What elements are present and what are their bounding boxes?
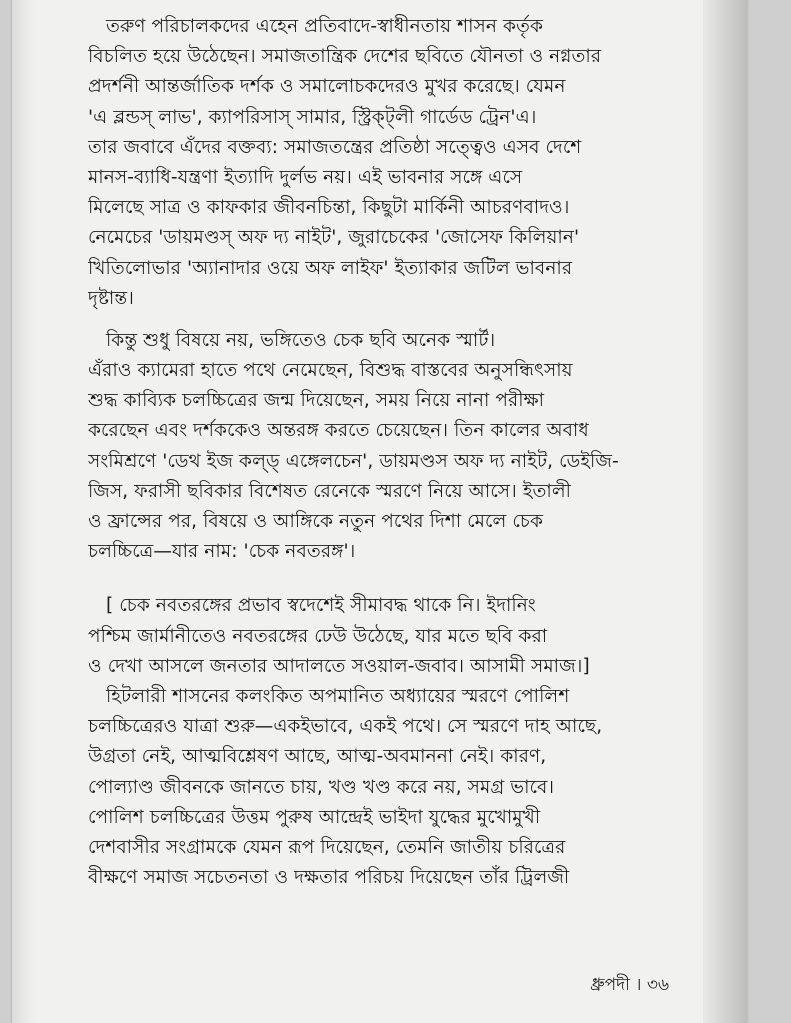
- page-gutter: [12, 0, 34, 1023]
- text-line: কিন্তু শুধু বিষয়ে নয়, ভঙ্গিতেও চেক ছবি অনেক স্মার্ট।: [106, 329, 496, 351]
- text-line: জিস, ফরাসী ছবিকার বিশেষত রেনেকে স্মরণে নিয়ে আসে। ইতালী: [88, 480, 572, 502]
- text-line: মিলেছে সাত্র ও কাফকার জীবনচিন্তা, কিছুটা মার্কিনী আচরণবাদও।: [88, 197, 570, 219]
- text-line: চলচ্চিত্রে—যার নাম: 'চেক নবতরঙ্গ'।: [88, 541, 356, 563]
- paragraph-2: [88, 326, 728, 568]
- text-line: করেছেন এবং দর্শককেও অন্তরঙ্গ করতে চেয়েছেন। তিন কালের অবাধ: [88, 420, 589, 442]
- text-line: দৃষ্টান্ত।: [88, 287, 134, 309]
- text-line: সংমিশ্রণে 'ডেথ ইজ কল্ড্ এঙ্গেলচেন', ডায়মণ্ডস অফ দ্য নাইট, ডেইজি-: [88, 450, 619, 472]
- text-line: প্রদর্শনী আন্তর্জাতিক দর্শক ও সমালোচকদেরও মুখর করেছে। যেমন: [88, 76, 566, 98]
- text-line: পোল্যাণ্ড জীবনকে জানতে চায়, খণ্ড খণ্ড করে নয়, সমগ্র ভাবে।: [88, 776, 555, 798]
- text-line: 'এ ব্লন্ডস্ লাভ', ক্যাপরিসাস্ সামার, স্ট্রিক্ট্লী গার্ডেড ট্রেন'এ।: [88, 106, 537, 128]
- article-body: [88, 12, 728, 893]
- text-line: নেমেচের 'ডায়মণ্ডস্ অফ দ্য নাইট', জুরাচেকের 'জোসেফ কিলিয়ান': [88, 227, 580, 249]
- page-number: ৩৬: [646, 975, 669, 995]
- text-line: ও দেখা আসলে জনতার আদালতে সওয়াল-জবাব। আসামী সমাজ।]: [88, 655, 590, 677]
- paragraph-1: [88, 12, 728, 314]
- text-line: ও ফ্রান্সের পর, বিষয়ে ও আঙ্গিকে নতুন পথের দিশা মেলে চেক: [88, 511, 543, 532]
- text-line: বীক্ষণে সমাজ সচেতনতা ও দক্ষতার পরিচয় দিয়েছেন তাঁর ট্রিলজী: [88, 867, 570, 889]
- text-line: [ চেক নবতরঙ্গের প্রভাব স্বদেশেই সীমাবদ্ধ থাকে নি। ইদানিং: [106, 595, 536, 617]
- paragraph-4: [88, 682, 728, 893]
- text-line: উগ্রতা নেই, আত্মবিশ্লেষণ আছে, আত্ম-অবমাননা নেই। কারণ,: [88, 746, 547, 768]
- paragraph-3-bracketed-note: [88, 591, 728, 682]
- text-line: তরুণ পরিচালকদের এহেন প্রতিবাদে-স্বাধীনতায় শাসন কর্তৃক: [106, 16, 544, 37]
- footer-separator: ।: [635, 975, 642, 995]
- text-line: দেশবাসীর সংগ্রামকে যেমন রূপ দিয়েছেন, তেমনি জাতীয় চরিত্রের: [88, 836, 566, 858]
- text-line: এঁরাও ক্যামেরা হাতে পথে নেমেছেন, বিশুদ্ধ বাস্তবের অনুসন্ধিৎসায়: [88, 360, 573, 382]
- text-line: মানস-ব্যাধি-যন্ত্রণা ইত্যাদি দুর্লভ নয়। এই ভাবনার সঙ্গে এসে: [88, 166, 523, 188]
- text-line: চলচ্চিত্রেরও যাত্রা শুরু—একইভাবে, একই পথে। সে স্মরণে দাহ আছে,: [88, 716, 603, 738]
- text-line: হিটলারী শাসনের কলংকিত অপমানিত অধ্যায়ের স্মরণে পোলিশ: [106, 685, 570, 707]
- text-line: পশ্চিম জার্মানীতেও নবতরঙ্গের ঢেউ উঠেছে, যার মতে ছবি করা: [88, 625, 548, 647]
- text-line: বিচলিত হয়ে উঠেছেন। সমাজতান্ত্রিক দেশের ছবিতে যৌনতা ও নগ্নতার: [88, 46, 602, 68]
- journal-name: ধ্রুপদী: [590, 975, 630, 995]
- book-page: [12, 0, 747, 1023]
- page-footer: [590, 972, 669, 1000]
- text-line: খিতিলোভার 'অ্যানাদার ওয়ে অফ লাইফ' ইত্যাকার জটিল ভাবনার: [88, 257, 573, 279]
- text-line: শুদ্ধ কাব্যিক চলচ্চিত্রের জন্ম দিয়েছেন, সময় নিয়ে নানা পরীক্ষা: [88, 390, 545, 412]
- text-line: পোলিশ চলচ্চিত্রের উত্তম পুরুষ আন্দ্রেই ভাইদা যুদ্ধের মুখোমুখী: [88, 806, 541, 828]
- text-line: তার জবাবে এঁদের বক্তব্য: সমাজতন্ত্রের প্রতিষ্ঠা সত্ত্বেও এসব দেশে: [88, 136, 582, 158]
